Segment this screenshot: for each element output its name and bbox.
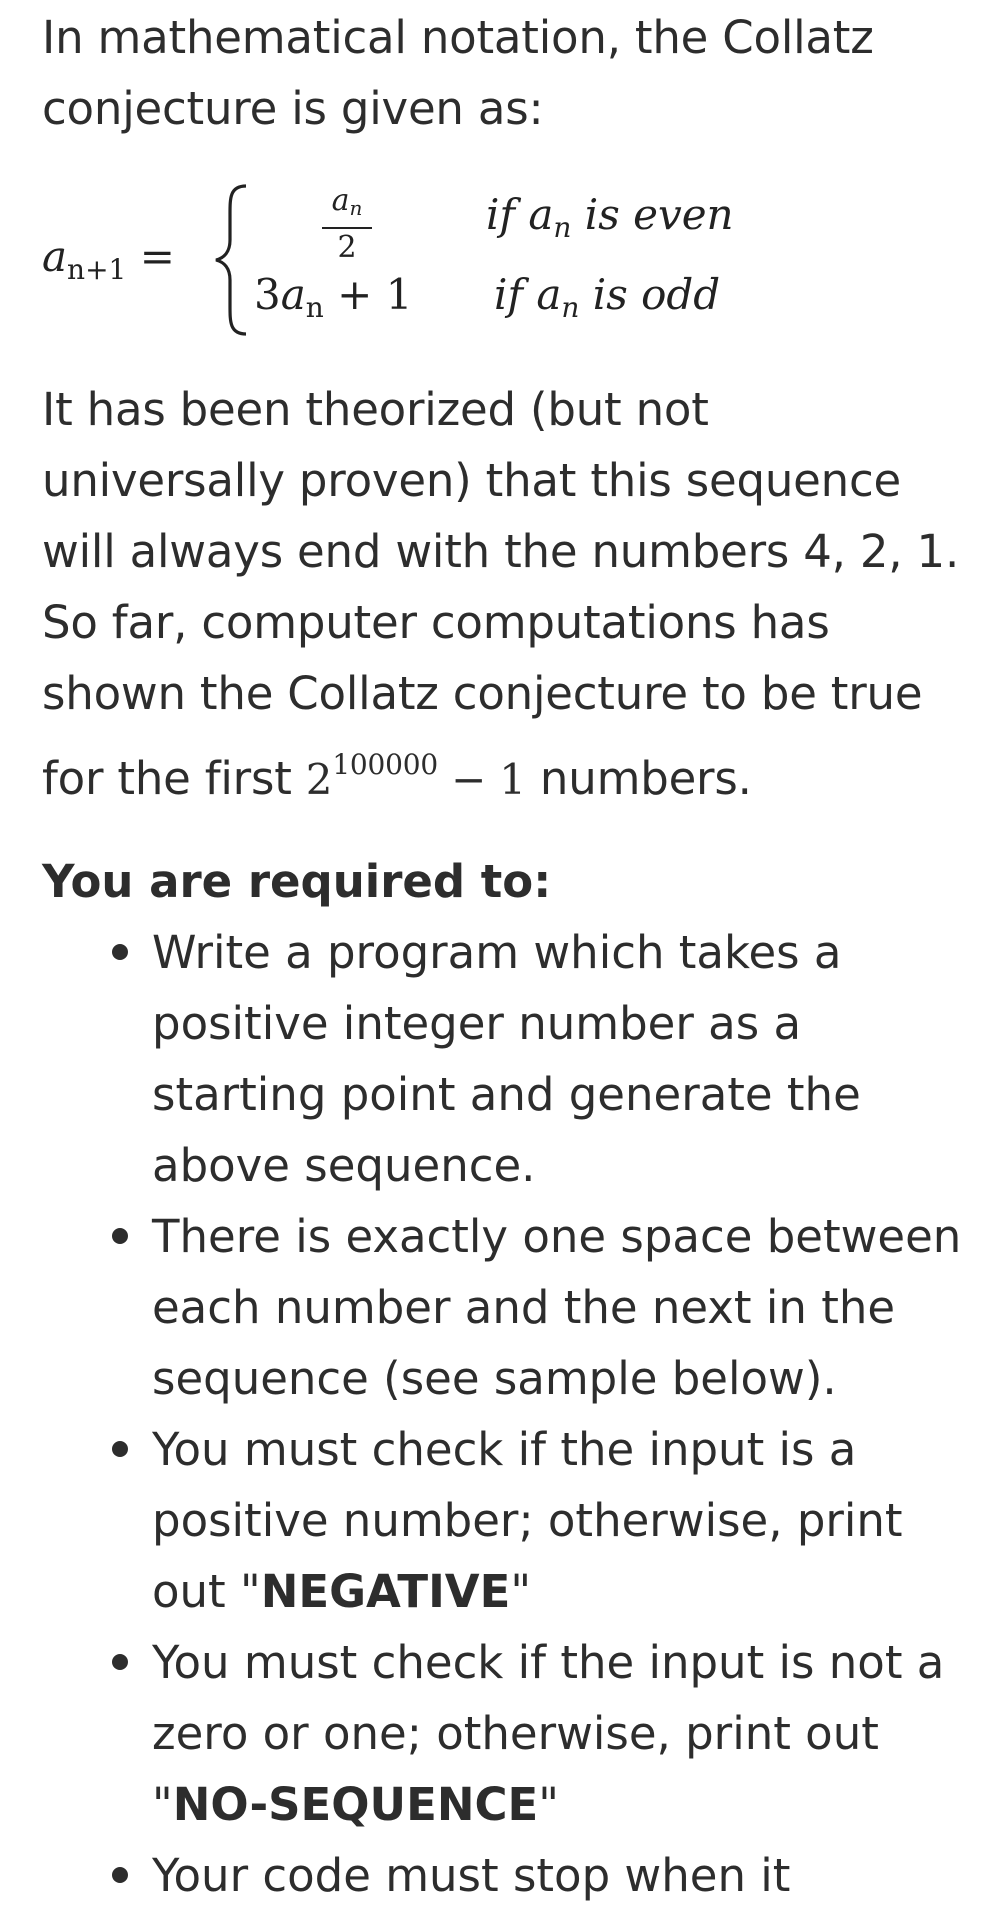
equation-lhs: [42, 232, 175, 286]
bullet-icon: [112, 944, 128, 960]
list-item-text: There is exactly one space between each number and the next in the sequence (see sample below).: [152, 1210, 962, 1405]
theory-text: It has been theorized (but not universally proven) that this sequence will always end with the numbers 4, 2, 1. So far, computer computations has shown the Collatz conjecture to be true for the first: [42, 383, 960, 805]
case-odd-expression: $3a_n + 1$: [254, 270, 413, 324]
bullet-icon: [112, 1867, 128, 1883]
requirements-heading: You are required to:: [42, 855, 552, 908]
list-item: [42, 1201, 962, 1414]
bullet-icon: [112, 1654, 128, 1670]
lhs-subscript: n+1: [67, 253, 127, 286]
list-item: You must check if the input is a positive number; otherwise, print out "NEGATIVE": [42, 1414, 962, 1627]
list-item-text: You must check if the input is a positive number; otherwise, print out ": [152, 1423, 903, 1618]
power-expression: $2^{100000} - 1$: [305, 748, 526, 804]
list-item-text: Your code must stop when it: [152, 1849, 791, 1902]
theory-suffix: numbers.: [525, 752, 752, 805]
fraction-numerator: $a_n$: [331, 183, 363, 220]
list-item: [42, 1840, 962, 1911]
list-item: You must check if the input is not a zero or one; otherwise, print out "NO-SEQUENCE": [42, 1627, 962, 1840]
list-item: [42, 917, 962, 1201]
equals-sign: =: [139, 232, 175, 281]
requirements-list: [42, 917, 962, 1911]
list-item-text: Write a program which takes a positive integer number as a starting point and generate the above sequence.: [152, 926, 861, 1192]
case-odd-condition: if $a_n$ is odd: [494, 270, 721, 324]
no-sequence-keyword: NO-SEQUENCE: [172, 1778, 539, 1831]
case-even-condition: if $a_n$ is even: [486, 190, 734, 244]
bullet-icon: [112, 1441, 128, 1457]
lhs-variable: a: [42, 232, 68, 281]
fraction-bar: [322, 227, 372, 229]
left-brace-icon: [208, 180, 258, 340]
fraction-denominator: 2: [337, 230, 357, 265]
case-even-expression: [312, 184, 382, 265]
intro-paragraph: In mathematical notation, the Collatz conjecture is given as:: [42, 11, 874, 135]
negative-keyword: NEGATIVE: [260, 1565, 511, 1618]
bullet-icon: [112, 1228, 128, 1244]
collatz-equation: [42, 180, 962, 340]
theory-paragraph: [42, 374, 962, 815]
list-item-text: You must check if the input is not a zero or one; otherwise, print out ": [152, 1636, 945, 1831]
